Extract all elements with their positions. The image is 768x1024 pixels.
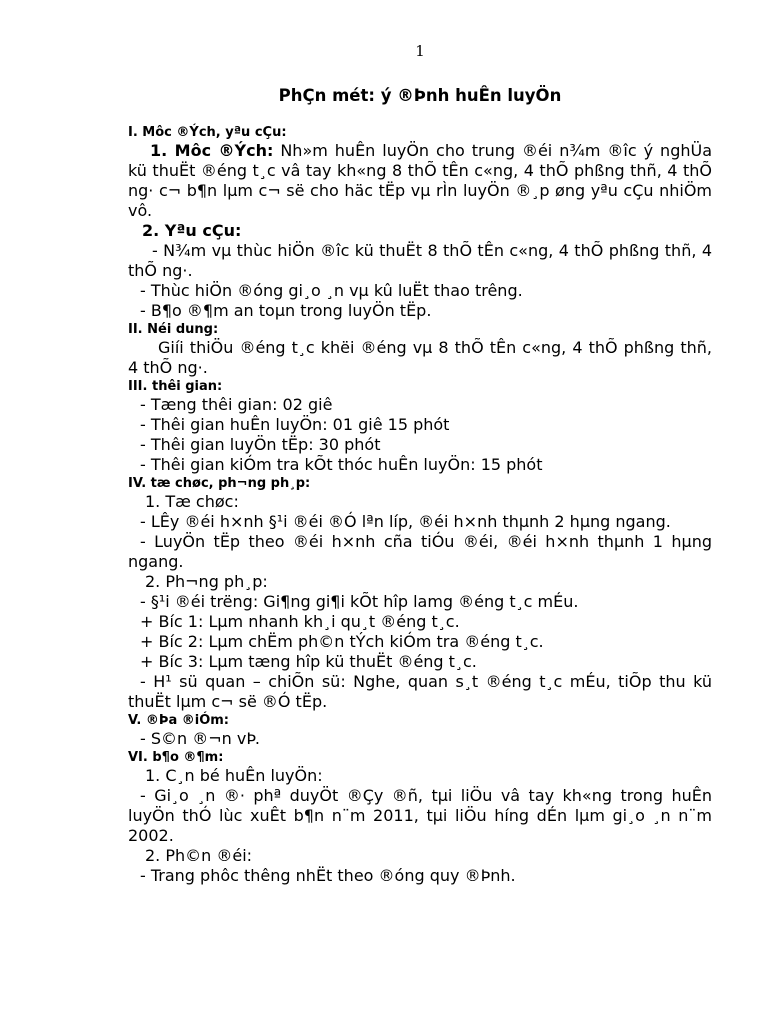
paragraph-method-step-3: + Bíc 3: Lµm tæng hîp kü thuËt ®éng t¸c. [140, 652, 477, 671]
section-heading-organization: IV. tæ chøc, ph¬ng ph¸p: [128, 476, 311, 491]
paragraph-time-training: - Thêi gian huÊn luyÖn: 01 giê 15 phót [140, 415, 450, 434]
paragraph-time-test: - Thêi gian kiÓm tra kÕt thóc huÊn luyÖn: 15 phót [140, 455, 543, 474]
paragraph-organization-lead: 1. Tæ chøc: [145, 492, 239, 511]
paragraph-purpose [128, 141, 712, 221]
paragraph-trainer-lead: 1. C¸n bé huÊn luyÖn: [145, 766, 323, 785]
paragraph-location: - S©n ®¬n vÞ. [140, 729, 260, 748]
paragraph-requirement-1: - N¾m vµ thùc hiÖn ®îc kü thuËt 8 thÕ tÊn c«ng, 4 thÕ phßng thñ, 4 thÕ ng·. [128, 241, 712, 280]
section-heading-content: II. Néi dung: [128, 322, 219, 337]
paragraph-time-practice: - Thêi gian luyÖn tËp: 30 phót [140, 435, 381, 454]
paragraph-requirements-lead: 2. Yªu cÇu: [142, 221, 242, 240]
document-body [128, 124, 712, 886]
paragraph-organization-2: - LuyÖn tËp theo ®éi h×nh cña tiÓu ®éi, ®éi h×nh thµnh 1 hµng ngang. [128, 532, 712, 571]
paragraph-trainer-materials: - Gi¸o ¸n ®· phª duyÖt ®Çy ®ñ, tµi liÖu vâ tay kh«ng trong huÊn luyÖn thÓ lùc xuÊt b¶n n¨m 2011, tµi liÖu híng dÉn lµm gi¸o ¸n n¨m 2002. [128, 786, 712, 845]
paragraph-requirement-2: - Thùc hiÖn ®óng gi¸o ¸n vµ kû luËt thao trêng. [140, 281, 523, 300]
paragraph-requirement-3: - B¶o ®¶m an toµn trong luyÖn tËp. [140, 301, 432, 320]
paragraph-method-lead: 2. Ph¬ng ph¸p: [145, 572, 268, 591]
paragraph-unit-uniform: - Trang phôc thêng nhËt theo ®óng quy ®Þnh. [140, 866, 516, 885]
section-heading-location: V. ®Þa ®iÓm: [128, 713, 229, 728]
paragraph-unit-lead: 2. Ph©n ®éi: [145, 846, 253, 865]
page-title: PhÇn mét: ý ®Þnh huÊn luyÖn [278, 86, 562, 105]
paragraph-content: Giíi thiÖu ®éng t¸c khëi ®éng vµ 8 thÕ tÊn c«ng, 4 thÕ phßng thñ, 4 thÕ ng·. [128, 338, 712, 377]
paragraph-purpose-text: Nh»m huÊn luyÖn cho trung ®éi n¾m ®îc ý nghÜa kü thuËt ®éng t¸c vâ tay kh«ng 8 thÕ tÊn c«ng, 4 thÕ phßng thñ, 4 thÕ ng· c¬ b¶n lµm c¬ së cho häc tËp vµ rÌn luyÖn ®¸p øng yªu cÇu nhiÖm vô. [128, 141, 713, 220]
page-number: 1 [415, 42, 425, 60]
paragraph-method-step-2: + Bíc 2: Lµm chËm ph©n tÝch kiÓm tra ®éng t¸c. [140, 632, 544, 651]
section-heading-purpose: I. Môc ®Ých, yªu cÇu: [128, 125, 287, 140]
paragraph-time-total: - Tæng thêi gian: 02 giê [140, 395, 333, 414]
paragraph-method-step-1: + Bíc 1: Lµm nhanh kh¸i qu¸t ®éng t¸c. [140, 612, 460, 631]
paragraph-method-soldiers: - H¹ sü quan – chiÕn sü: Nghe, quan s¸t ®éng t¸c mÉu, tiÕp thu kü thuËt lµm c¬ së ®Ó tËp. [128, 672, 712, 711]
paragraph-organization-1: - LÊy ®éi h×nh §¹i ®éi ®Ó lªn líp, ®éi h×nh thµnh 2 hµng ngang. [140, 512, 671, 531]
paragraph-method-leader: - §¹i ®éi trëng: Gi¶ng gi¶i kÕt hîp lamg ®éng t¸c mÉu. [140, 592, 579, 611]
section-heading-assurance: VI. b¶o ®¶m: [128, 750, 224, 765]
section-heading-time: III. thêi gian: [128, 379, 223, 394]
paragraph-purpose-lead: 1. Môc ®Ých: [150, 141, 274, 160]
